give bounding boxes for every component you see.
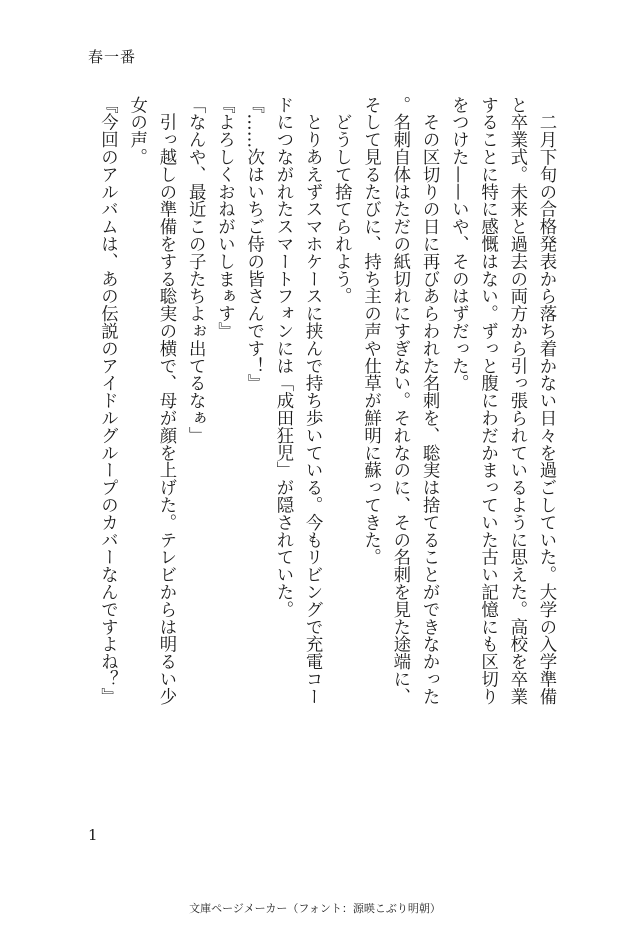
running-title: 春一番 bbox=[88, 48, 137, 66]
vertical-text-body bbox=[90, 96, 560, 722]
footer-credit: 文庫ページメーカー（フォント：源暎こぶり明朝） bbox=[189, 902, 441, 915]
dialogue-line: 『……次はいちご侍の皆さんです！』 bbox=[243, 96, 264, 392]
dialogue-line: 「なんや、最近この子たちよぉ出てるなぁ」 bbox=[185, 96, 206, 444]
page-number: 1 bbox=[88, 826, 98, 844]
paragraph: とりあえずスマホケースに挟んで持ち歩いている。今もリビングで充電コードにつながれたスマートフォンには「成田狂児」が隠されていた。 bbox=[272, 96, 323, 705]
paragraph: 二月下旬の合格発表から落ち着かない日々を過ごしていた。大学の入学準備と卒業式。未来と過去の両方から引っ張られているように思えた。高校を卒業することに特に感慨はない。ずっと腹にわだかまっていた古い記憶にも区切りをつけた——いや、そのはずだった。 bbox=[448, 96, 556, 705]
dialogue-line: 『今回のアルバムは、あの伝説のアイドルグループのカバーなんですよね？』 bbox=[97, 96, 118, 705]
paragraph: 引っ越しの準備をする聡実の横で、母が顔を上げた。テレビからは明るい少女の声。 bbox=[126, 96, 176, 705]
paragraph: その区切りの日に再びあらわれた名刺を、聡実は捨てることができなかった。名刺自体はただの紙切れにすぎない。それなのに、その名刺を見た途端に、そして見るたびに、持ち主の声や仕草が鮮明に蘇ってきた。 bbox=[360, 96, 440, 705]
paragraph: どうして捨てられよう。 bbox=[331, 96, 352, 305]
dialogue-line: 『よろしくおねがいしまぁす』 bbox=[214, 96, 235, 340]
